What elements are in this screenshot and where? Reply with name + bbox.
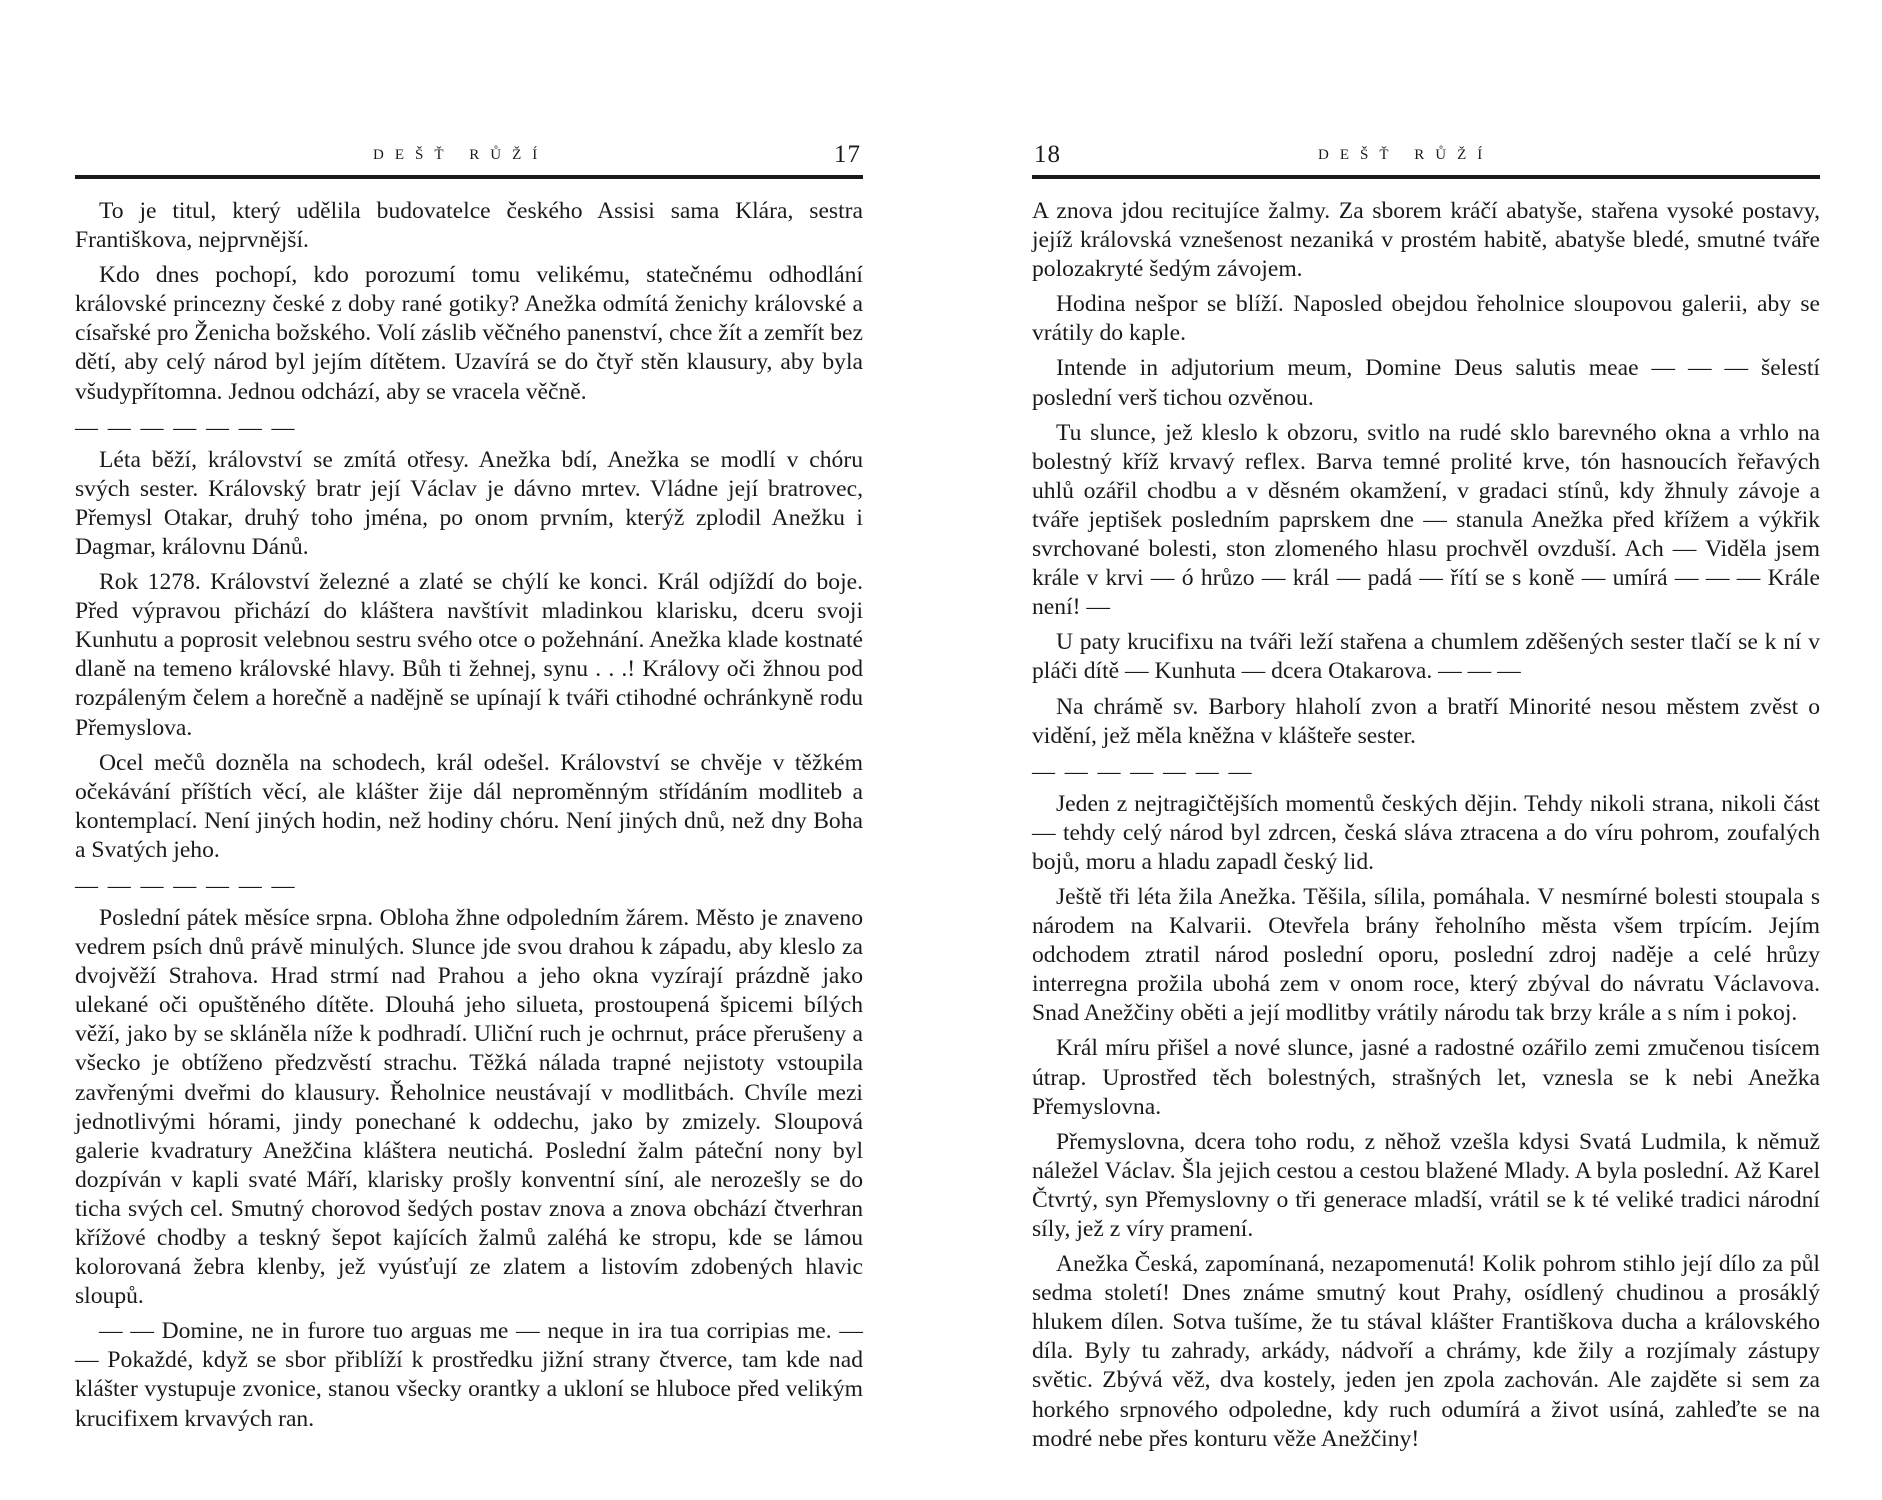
body-text bbox=[1032, 197, 1820, 1454]
running-title: DEŠŤ RŮŽÍ bbox=[1318, 147, 1494, 163]
header-rule bbox=[75, 175, 863, 179]
paragraph: Jeden z nejtragičtějších momentů českých dějin. Tehdy nikoli strana, nikoli část — tehdy celý národ byl zdrcen, česká sláva ztracena a do víru pohrom, zoufalých bojů, moru a hladu zapadl český lid. bbox=[1032, 790, 1820, 875]
paragraph: Král míru přišel a nové slunce, jasné a radostné ozářilo zemi zmučenou tisícem útrap. Uprostřed těch bolestných, strašných let, vznesla se k nebi Anežka Přemyslovna. bbox=[1032, 1035, 1820, 1120]
section-separator: — — — — — — — bbox=[75, 414, 297, 440]
paragraph: A znova jdou recitujíce žalmy. Za sborem kráčí abatyše, stařena vysoké postavy, jejíž královská vznešenost nezaniká v prostém habitě, abatyše bledé, smutné tváře polozakryté šedým závojem. bbox=[1032, 198, 1820, 283]
body-text bbox=[75, 197, 863, 1434]
page-number: 18 bbox=[1034, 141, 1061, 168]
left-page bbox=[75, 141, 863, 1440]
paragraph: — — Domine, ne in furore tuo arguas me — neque in ira tua corripias me. — — Pokaždé, když se sbor přiblíží k prostředku jižní strany čtverce, tam kde nad klášter vystupuje zvonice, stanou všecky orantky a ukloní se hluboce před velikým krucifixem krvavých ran. bbox=[75, 1318, 863, 1432]
section-separator: — — — — — — — bbox=[1032, 758, 1254, 784]
paragraph: Léta běží, království se zmítá otřesy. Anežka bdí, Anežka se modlí v chóru svých sester. Královský bratr její Václav je dávno mrtev. Vládne její bratrovec, Přemysl Otakar, druhý toho jména, po onom prvním, kterýž zplodil Anežku i Dagmar, královnu Dánů. bbox=[75, 446, 863, 560]
paragraph: Tu slunce, jež kleslo k obzoru, svitlo na rudé sklo barevného okna a vrhlo na bolestný kříž krvavý reflex. Barva temné prolité krve, tón hasnoucích řeřavých uhlů ozářil chodbu a v děsném okamžení, v gradaci stínů, kdy žhnuly závoje a tváře jeptišek posledním paprskem dne — stanula Anežka před křížem a výkřik svrchované bolesti, ston zlomeného hlasu prochvěl ovzduší. Ach — Viděla jsem krále v krvi — ó hrůzo — král — padá — řítí se s koně — umírá — — — Krále není! — bbox=[1032, 419, 1820, 621]
running-head bbox=[1032, 141, 1820, 173]
running-title: DEŠŤ RŮŽÍ bbox=[373, 147, 549, 163]
page-number: 17 bbox=[834, 141, 861, 168]
paragraph: Rok 1278. Království železné a zlaté se chýlí ke konci. Král odjíždí do boje. Před výpravou přichází do kláštera navštívit mladinkou klarisku, dceru svoji Kunhutu a poprosit velebnou sestru svého otce o požehnání. Anežka klade kostnaté dlaně na temeno královské hlavy. Bůh ti žehnej, synu . . .! Královy oči žhnou pod rozpáleným čelem a horečně a nadějně se upínají k tváři ctihodné ochránkyně rodu Přemyslova. bbox=[75, 569, 863, 741]
paragraph: U paty krucifixu na tváři leží stařena a chumlem zděšených sester tlačí se k ní v pláči dítě — Kunhuta — dcera Otakarova. — — — bbox=[1032, 629, 1820, 685]
paragraph: To je titul, který udělila budovatelce českého Assisi sama Klára, sestra Františkova, nejprvnější. bbox=[75, 198, 863, 254]
paragraph: Poslední pátek měsíce srpna. Obloha žhne odpoledním žárem. Město je znaveno vedrem psích dnů právě minulých. Slunce jde svou drahou k západu, aby kleslo za dvojvěží Strahova. Hrad strmí nad Prahou a jeho okna vyzírají prázdně jako ulekané oči opuštěného dítěte. Dlouhá jeho silueta, prostoupená špicemi bílých věží, jako by se skláněla níže k podhradí. Uliční ruch je ochrnut, práce přerušeny a všecko je obtíženo předzvěstí strachu. Těžká nálada trapné nejistoty vstoupila zavřenými dveřmi do klausury. Řeholnice neustávají v modlitbách. Chvíle mezi jednotlivými hórami, jindy ponechané k oddechu, jako by zmizely. Sloupová galerie kvadratury Anežčina kláštera neutichá. Poslední žalm páteční nony byl dozpíván v kapli svaté Máří, klarisky prošly konventní síní, ale nerozešly se do ticha svých cel. Smutný chorovod šedých postav znova a znova obchází čtverhran křížové chodby a teskný šepot kajících žalmů zaléhá ke stropu, kde se lámou kolorovaná žebra klenby, jež vyúsťují ze zlatem a listovím zdobených hlavic sloupů. bbox=[75, 904, 863, 1310]
section-separator: — — — — — — — bbox=[75, 872, 297, 898]
right-page bbox=[1032, 141, 1820, 1460]
paragraph: Na chrámě sv. Barbory hlaholí zvon a bratří Minorité nesou městem zvěst o vidění, jež měla kněžna v klášteře sester. bbox=[1032, 693, 1820, 749]
paragraph: Ocel mečů dozněla na schodech, král odešel. Království se chvěje v těžkém očekávání příštích věcí, ale klášter žije dál neproměnným střídáním modliteb a kontemplací. Není jiných hodin, než hodiny chóru. Není jiných dnů, než dny Boha a Svatých jeho. bbox=[75, 749, 863, 863]
paragraph: Anežka Česká, zapomínaná, nezapomenutá! Kolik pohrom stihlo její dílo za půl sedma století! Dnes známe smutný kout Prahy, osídlený chudinou a prosáklý hlukem dílen. Sotva tušíme, že tu stával klášter Františkova ducha a královského díla. Byly tu zahrady, arkády, nádvoří a chrámy, kde žily a rozjímaly zástupy světic. Zbývá věž, dva kostely, jeden jen zpola zachován. Ale zajděte si sem za horkého srpnového odpoledne, kdy ruch odumírá a život usíná, zahleďte se na modré nebe přes konturu věže Anežčiny! bbox=[1032, 1251, 1820, 1452]
paragraph: Hodina nešpor se blíží. Naposled obejdou řeholnice sloupovou galerii, aby se vrátily do kaple. bbox=[1032, 291, 1820, 347]
header-rule bbox=[1032, 175, 1820, 179]
running-head bbox=[75, 141, 863, 173]
paragraph: Intende in adjutorium meum, Domine Deus salutis meae — — — šelestí poslední verš tichou ozvěnou. bbox=[1032, 355, 1820, 411]
paragraph: Kdo dnes pochopí, kdo porozumí tomu velikému, statečnému odhodlání královské princezny české z doby rané gotiky? Anežka odmítá ženichy královské a císařské pro Ženicha božského. Volí záslib věčného panenství, chce žít a zemřít bez dětí, aby celý národ byl jejím dítětem. Uzavírá se do čtyř stěn klausury, aby byla všudypřítomna. Jednou odchází, aby se vracela věčně. bbox=[75, 262, 863, 405]
paragraph: Ještě tři léta žila Anežka. Těšila, sílila, pomáhala. V nesmírné bolesti stoupala s národem na Kalvarii. Otevřela brány řeholního města všem trpícím. Jejím odchodem ztratil národ poslední oporu, poslední zdroj naděje a celé hrůzy interregna prožila ubohá zem v onom roce, který zbýval do návratu Václavova. Snad Anežčiny oběti a její modlitby vrátily národu tak brzy krále a s ním i pokoj. bbox=[1032, 883, 1820, 1027]
paragraph: Přemyslovna, dcera toho rodu, z něhož vzešla kdysi Svatá Ludmila, k němuž náležel Václav. Šla jejich cestou a cestou blažené Mlady. A byla poslední. Až Karel Čtvrtý, syn Přemyslovny o tři generace mladší, vrátil se k té veliké tradici národní síly, jež z víry pramení. bbox=[1032, 1128, 1820, 1242]
